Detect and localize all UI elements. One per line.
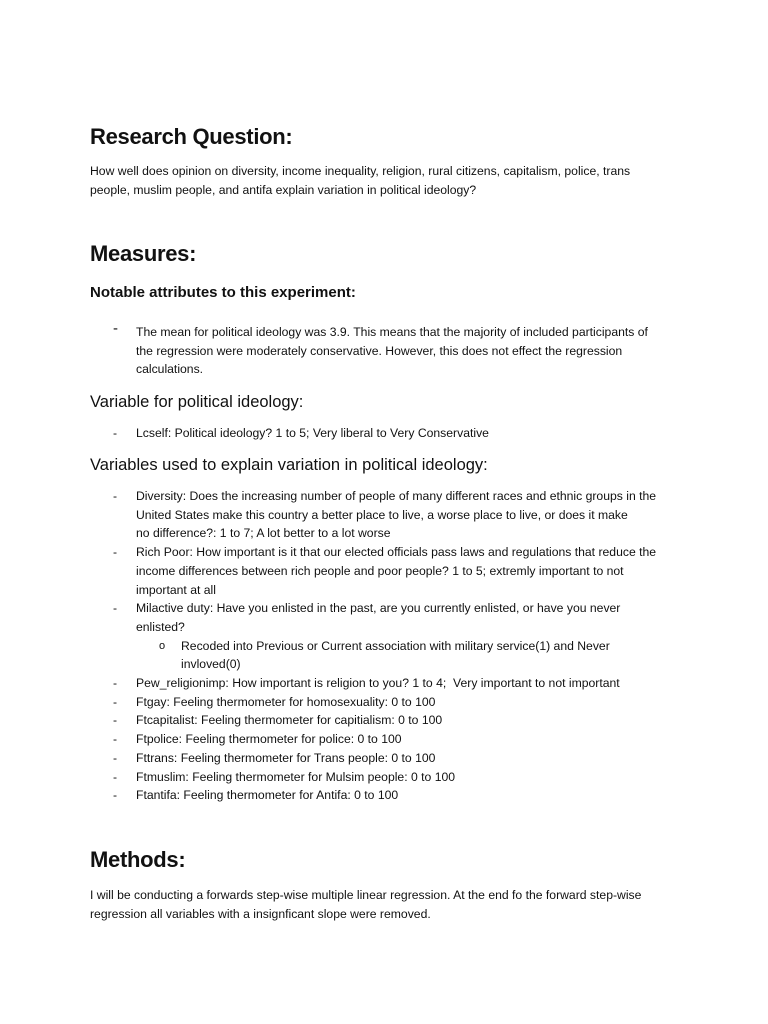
list-item-line: invloved(0) (181, 657, 241, 672)
methods-line: regression all variables with a insignficant slope were removed. (90, 906, 431, 921)
dash-bullet-icon: - (113, 545, 118, 560)
dash-bullet-icon: - (113, 788, 118, 803)
list-item-text (136, 730, 720, 749)
list-item-line: income differences between rich people and poor people? 1 to 5; extremly important to not (136, 563, 624, 578)
research-question-line: people, muslim people, and antifa explain variation in political ideology? (90, 182, 477, 197)
ideology-variable-heading: Variable for political ideology: (90, 393, 304, 411)
dash-bullet-icon: - (113, 676, 118, 690)
list-item-text (136, 711, 720, 730)
methods-text (90, 886, 710, 923)
dash-bullet-icon: - (113, 769, 118, 784)
list-item-line: Ftgay: Feeling thermometer for homosexuality: 0 to 100 (136, 694, 436, 709)
list-item-line: Pew_religionimp: How important is religion to you? 1 to 4; Very important to not important (136, 676, 620, 690)
list-item-line: Ftantifa: Feeling thermometer for Antifa: 0 to 100 (136, 788, 399, 803)
list-item-text (181, 637, 720, 674)
list-item-line: Lcself: Political ideology? 1 to 5; Very liberal to Very Conservative (136, 426, 489, 440)
dash-bullet-icon: - (113, 732, 118, 747)
list-item-line: Ftmuslim: Feeling thermometer for Mulsim people: 0 to 100 (136, 769, 456, 784)
list-item-text (136, 786, 720, 805)
list-item-text (136, 424, 720, 443)
list-item-line: Fttrans: Feeling thermometer for Trans people: 0 to 100 (136, 750, 436, 765)
research-question-text (90, 162, 710, 199)
dash-bullet-icon: - (113, 750, 118, 765)
notable-attributes-heading: Notable attributes to this experiment: (90, 284, 356, 301)
list-item-line: Milactive duty: Have you enlisted in the past, are you currently enlisted, or have you never (136, 601, 621, 616)
list-item-text (136, 749, 720, 768)
research-question-heading: Research Question: (90, 124, 293, 149)
list-item-line: the regression were moderately conservative. However, this does not effect the regression (136, 343, 623, 358)
list-item-line: calculations. (136, 362, 204, 377)
circle-bullet-icon: o (159, 639, 166, 652)
list-item-line: Ftpolice: Feeling thermometer for police: 0 to 100 (136, 732, 402, 747)
list-item-text (136, 599, 720, 636)
list-item-line: Recoded into Previous or Current association with military service(1) and Never (181, 638, 610, 653)
methods-line: I will be conducting a forwards step-wise multiple linear regression. At the end fo the forward step-wise (90, 888, 642, 902)
list-item-text (136, 323, 720, 379)
list-item-line: United States make this country a better place to live, a worse place to live, or does it make (136, 507, 628, 522)
dash-bullet-icon: - (113, 694, 118, 709)
list-item-text (136, 693, 720, 712)
measures-heading: Measures: (90, 241, 197, 266)
dash-bullet-icon: - (113, 601, 118, 616)
list-item-line: no difference?: 1 to 7; A lot better to a lot worse (136, 526, 391, 541)
list-item-line: enlisted? (136, 619, 185, 634)
list-item-text (136, 768, 720, 787)
list-item-text (136, 487, 720, 543)
list-item-line: Ftcapitalist: Feeling thermometer for capitialism: 0 to 100 (136, 713, 443, 728)
explanatory-variables-heading: Variables used to explain variation in political ideology: (90, 456, 488, 474)
list-item-text (136, 543, 720, 599)
research-question-line: How well does opinion on diversity, income inequality, religion, rural citizens, capitalism, police, trans (90, 164, 631, 178)
methods-heading: Methods: (90, 847, 186, 872)
list-item-text (136, 674, 720, 693)
list-item-line: Diversity: Does the increasing number of people of many different races and ethnic groups in the (136, 489, 657, 503)
dash-bullet-icon: - (113, 320, 118, 337)
dash-bullet-icon: - (113, 713, 118, 728)
list-item-line: important at all (136, 582, 216, 597)
list-item-line: The mean for political ideology was 3.9. This means that the majority of included participants of (136, 325, 648, 339)
dash-bullet-icon: - (113, 426, 118, 440)
dash-bullet-icon: - (113, 489, 118, 503)
list-item-line: Rich Poor: How important is it that our elected officials pass laws and regulations that reduce the (136, 545, 657, 560)
